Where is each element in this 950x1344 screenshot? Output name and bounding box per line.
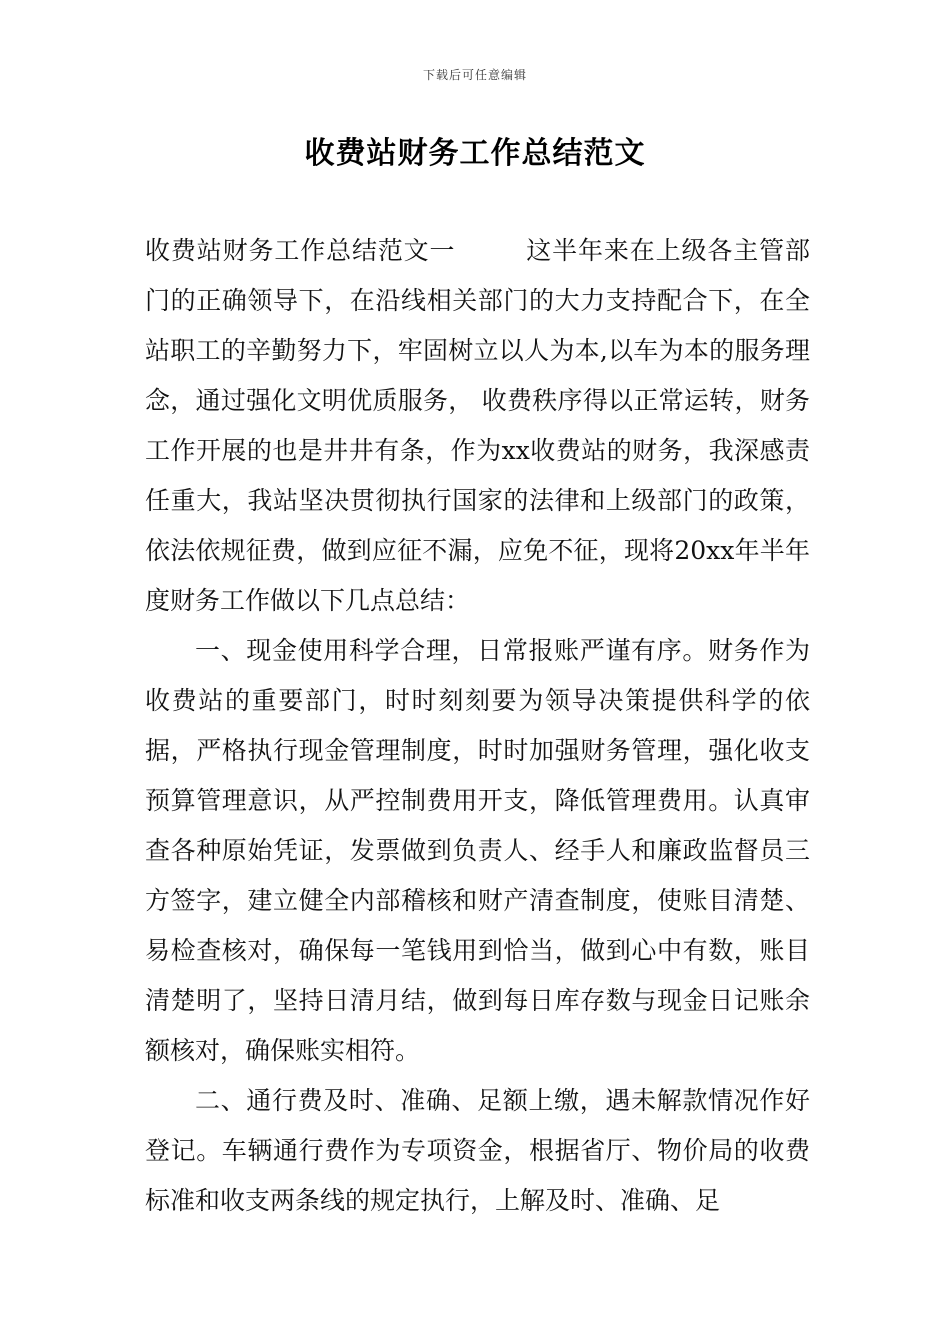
section-2-paragraph: 二、通行费及时、准确、足额上缴，遇未解款情况作好登记。车辆通行费作为专项资金，根据省厅、物价局的收费标准和收支两条线的规定执行，上解及时、准确、足 <box>145 1086 810 1215</box>
document-title: 收费站财务工作总结范文 <box>304 136 646 171</box>
download-note: 下载后可任意编辑 <box>422 68 527 82</box>
intro-label: 收费站财务工作总结范文一 <box>145 236 456 265</box>
section-1-paragraph: 一、现金使用科学合理，日常报账严谨有序。财务作为收费站的重要部门，时时刻刻要为领导决策提供科学的依据，严格执行现金管理制度，时时加强财务管理，强化收支预算管理意识，从严控制费用开支，降低管理费用。认真审查各种原始凭证，发票做到负责人、经手人和廉政监督员三方签字，建立健全内部稽核和财产清查制度，使账目清楚、易检查核对，确保每一笔钱用到恰当，做到心中有数，账目清楚明了，坚持日清月结，做到每日库存数与现金日记账余额核对，确保账实相符。 <box>145 636 810 1065</box>
intro-text: 这半年来在上级各主管部门的正确领导下，在沿线相关部门的大力支持配合下，在全站职工的辛勤努力下，牢固树立以人为本,以车为本的服务理念，通过强化文明优质服务， 收费秩序得以正常运转，财务工作开展的也是井井有条，作为xx收费站的财务，我深感责任重大，我站坚决贯彻执行国家的法律和上级部门的政策，依法依规征费，做到应征不漏，应免不征，现将20xx年半年度财务工作做以下几点总结： <box>145 236 810 615</box>
intro-paragraph <box>145 226 810 626</box>
document-body <box>145 226 810 1226</box>
